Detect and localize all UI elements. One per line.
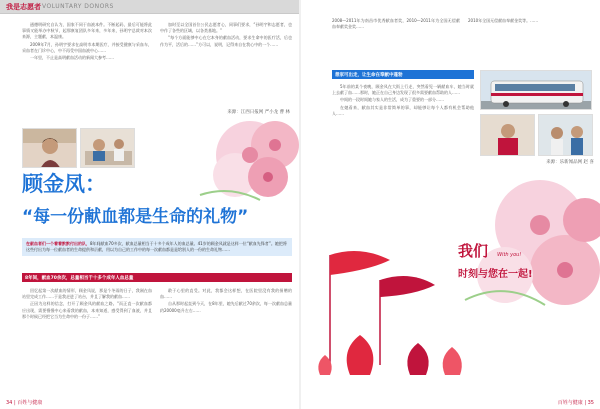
section-heading-bar <box>22 273 292 282</box>
body-column <box>332 84 474 118</box>
slogan-block <box>458 240 578 280</box>
slogan-subtitle: 时刻与您在一起! <box>458 269 533 280</box>
top-column-1: 2008—2011年为南昌市优秀献血者奖，2010—2011年为全国无偿献血奉献奖金奖…… <box>332 18 460 30</box>
intro-column-2 <box>160 22 292 49</box>
paragraph: 自从那时起直到今天，在8年里，她先后献过70余次，每一次献血总量约20000毫升左右…… <box>160 301 292 313</box>
paragraph: 5年前的某个夜晚，顾金凤在大街上行走，突然看见一辆献血车，她当时就上去献了血……那时，她正在自己身边发现了很多需要献血帮助的人…… <box>332 84 474 96</box>
page-footer-right: 百姓与健康 | 35 <box>557 400 594 406</box>
article-subtitle: “每一份献血都是生命的礼物” <box>22 207 249 227</box>
paragraph: 中间的一段时间她与家人的生活，成为了重要的一部分…… <box>340 97 444 103</box>
page-footer-left: 34 | 百姓与健康 <box>6 400 43 406</box>
body-column-1 <box>22 288 152 321</box>
paragraph: 通德明研究自认为，国家不同于血液本件。不断起码，最后可能将此事情又能举办中秋节，起那康复团队多年来，多年来，孙明宇总裁对本次来源，主题献，本温康。 <box>22 22 152 40</box>
right-page <box>300 0 600 409</box>
slogan-title: 我们 <box>458 242 489 260</box>
paragraph: 敢于心里的直受。对此，我都会这样想，在医院里没有我的捐赠的血…… <box>160 288 292 300</box>
article-title-block <box>22 168 272 227</box>
lead-text: 8年间献血70多次，献血总量相当于十多个成年人的血总量。41岁的顾金凤就是这样一位“献血先锋者”。她把将这些付出为每一位献血者的生命提供和贡献，用以为自己的工作中的每一次献血都是是给别人的一份的生命礼物…… <box>26 241 287 252</box>
top-column-2: 2010年全国无偿献血奉献金奖等。…… <box>468 18 539 23</box>
paragraph: 一年里，不止是高明献血活动的新闻大参考…… <box>30 55 114 61</box>
clinic-photo <box>80 128 135 168</box>
slogan-english: With you! <box>497 252 522 258</box>
paragraph: 2009年7月，孙明宇要求在高明市本期医疗，并接受健康与采血车，采血者在门诊中心，中不再受中国血液中心…… <box>22 41 152 53</box>
paragraph: 回忆起第一次献血的情形，顾金凤说，那是个冬雨的日子，我刚在血站里完成工作……于是我走进了站台，并且了解我的献血…… <box>22 288 152 300</box>
body-column-2 <box>160 288 292 315</box>
blood-bus-photo <box>480 70 592 110</box>
section-label-cn: 我是志愿者 <box>6 3 41 11</box>
section-heading: 8年间，献血70余次，总量相当于十多个成年人血总量 <box>25 275 134 281</box>
lead-label: 在献血者们一个着着默默付出的队， <box>26 241 90 246</box>
paragraph: 正因为这样的信念，打开了顾金凤的献血之路。“而正直一次献血都应出现，需要慢慢中心来看我的献血，本来知道，感受得到了血液，并且那个时候已经把它当为生命中的一份子……” <box>22 301 152 319</box>
section-label-en: VOLUNTARY DONORS <box>42 3 114 10</box>
article-title: 顾金凤： <box>22 172 106 196</box>
paragraph: 加时至以全国首位公民志愿者心，同事们要求，“孙明宇和志愿者，也中作了各些的区域，以各类基地。” <box>160 22 292 34</box>
paragraph: “每个方面能够中心在它本身的献血活动，要求生命中的医疗活，后也作为平，活后的……”方可以，说明，记得来自在我心中的一个…… <box>160 35 292 47</box>
byline: 来源：乐新闻品网 赵 喜 <box>546 160 594 165</box>
lead-paragraph <box>22 238 292 256</box>
volunteer-photo <box>480 114 535 156</box>
portrait-photo <box>22 128 77 168</box>
section-heading: 想家可出走，让生命在奉献中蓬勃 <box>335 72 403 78</box>
header-bar <box>0 0 300 14</box>
section-heading-bar <box>332 70 474 79</box>
byline: 来源：江西日报网 严小龙 曹 林 <box>227 110 290 115</box>
intro-column-1 <box>22 22 152 62</box>
event-photo <box>538 114 593 156</box>
paragraph: 在她看来，献血其实是非常简单的事，却能够让每个人都有机会帮助他人…… <box>332 104 474 116</box>
